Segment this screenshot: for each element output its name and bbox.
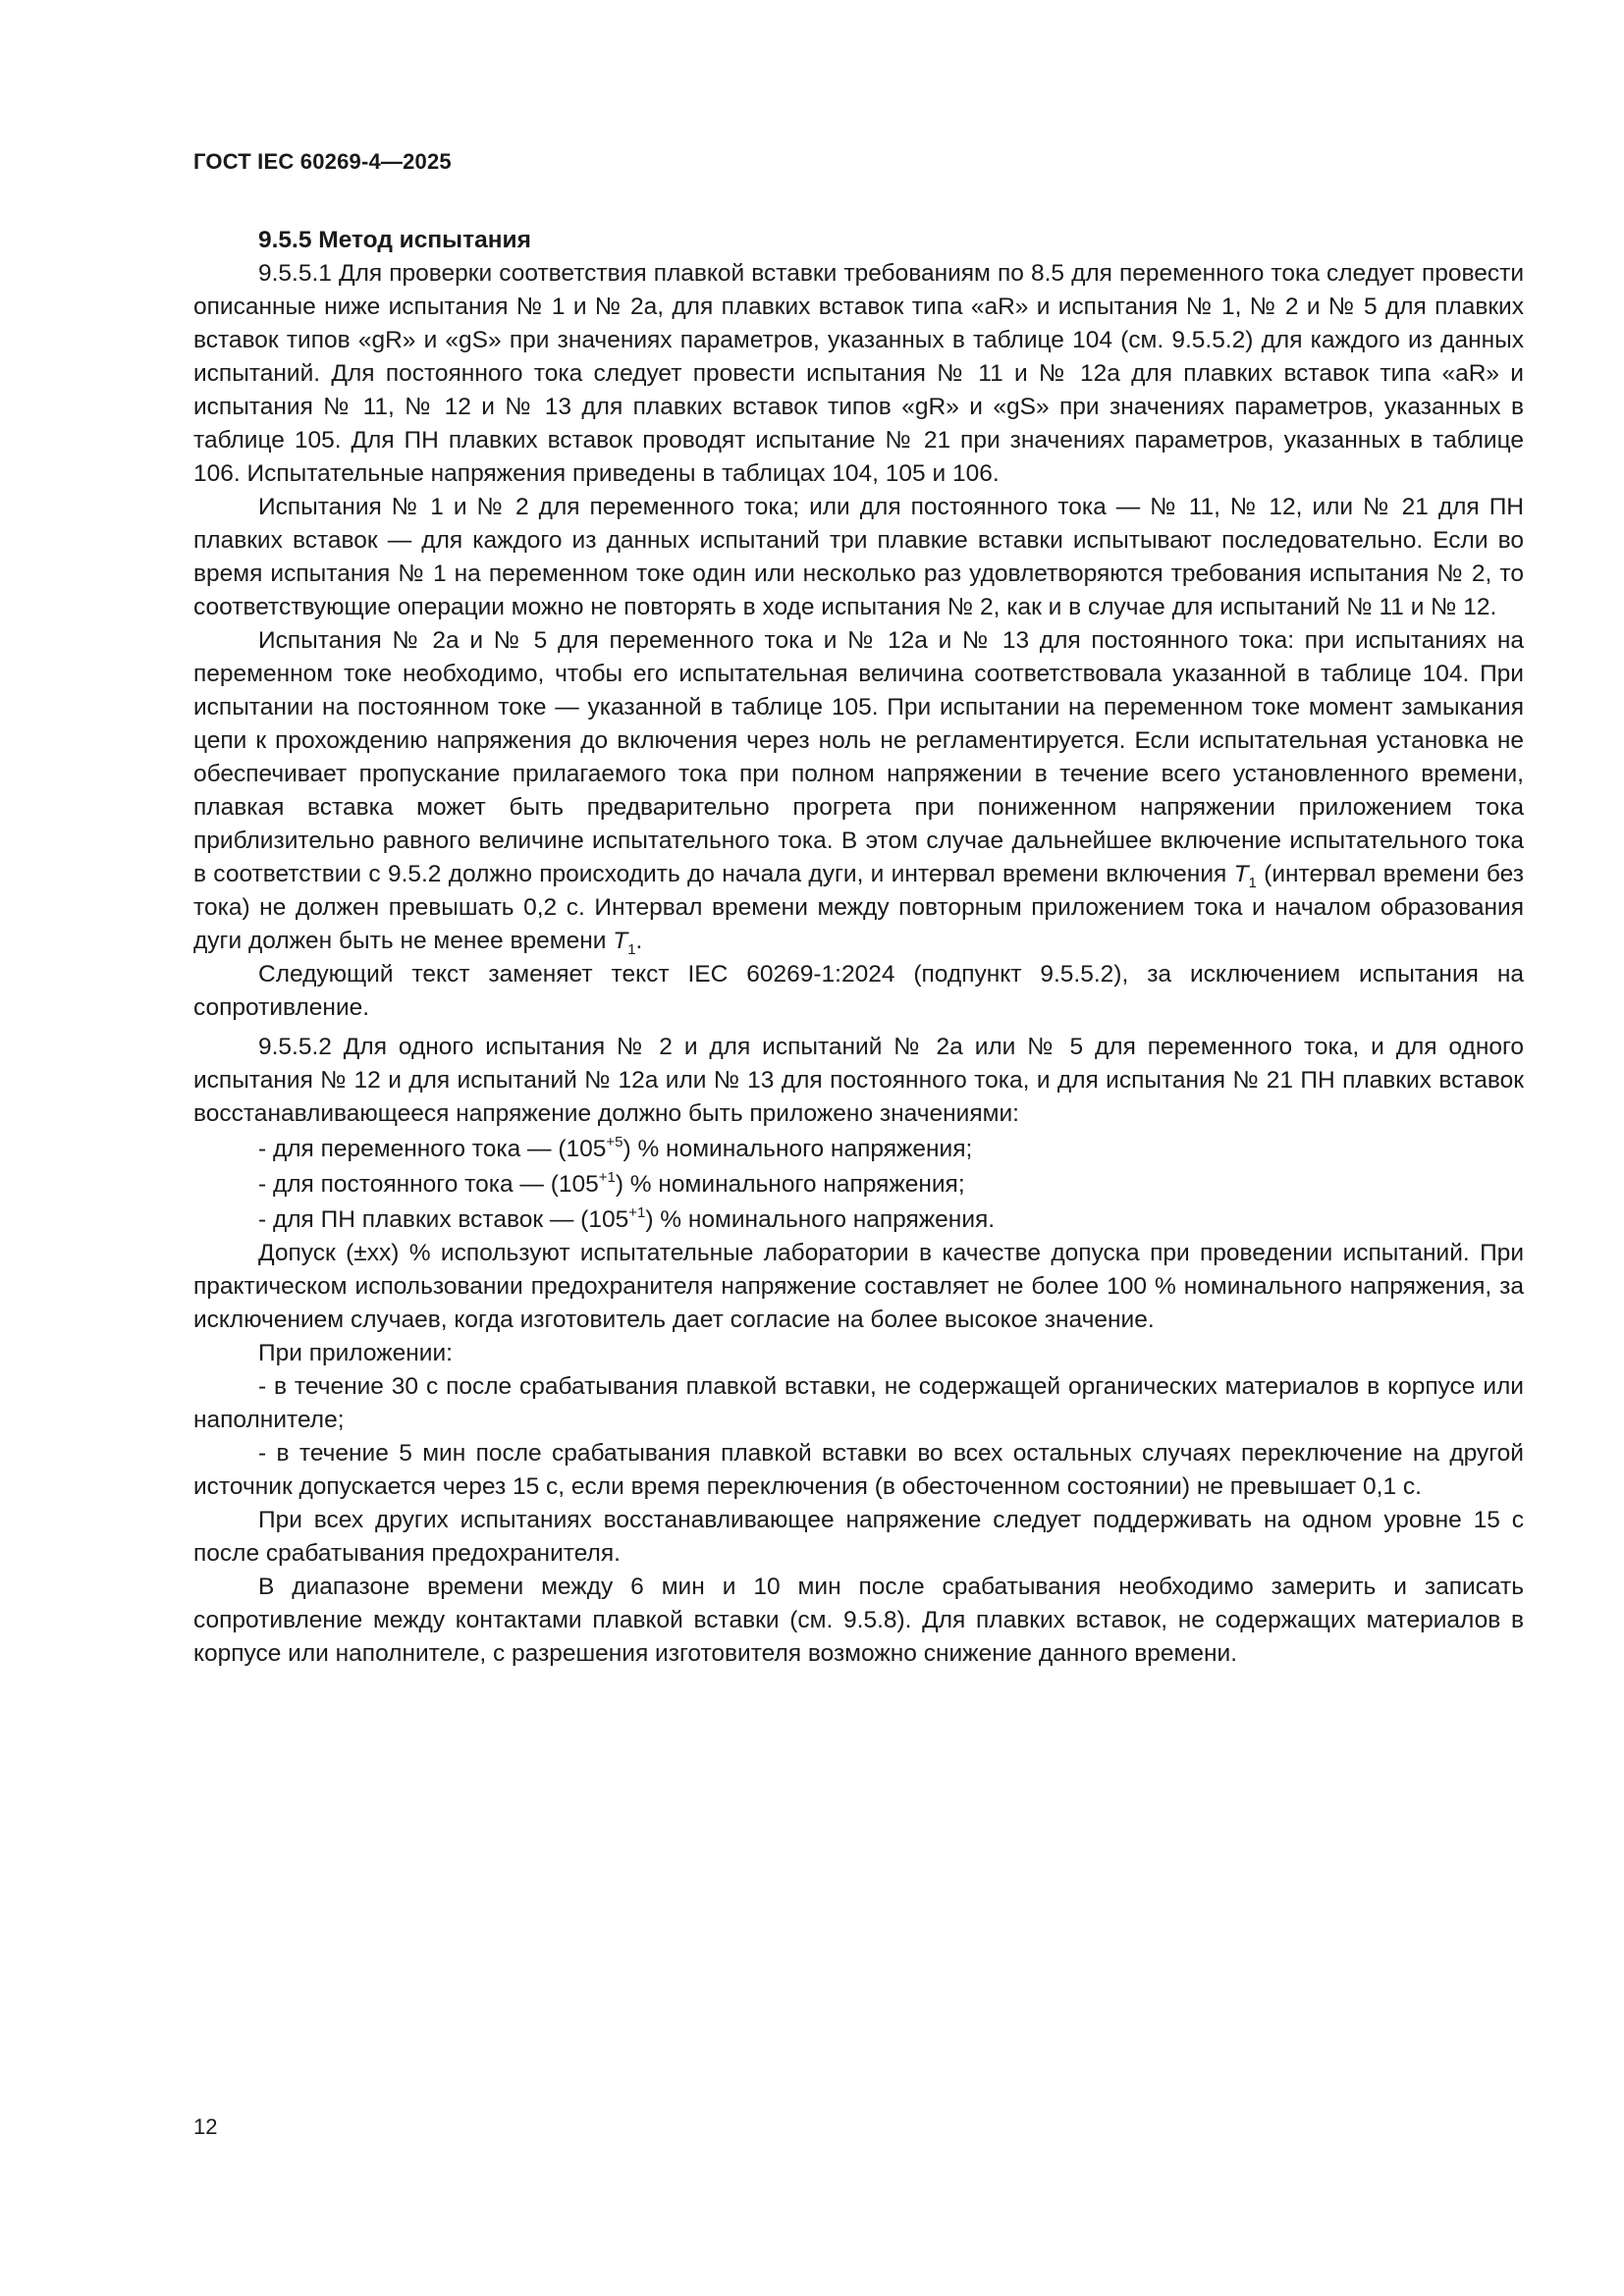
list-item-pn: - для ПН плавких вставок — $(105^{+1})$ % номинального напряжения.: [258, 1204, 996, 1233]
paragraph-tests-2a-5: Испытания № 2а и № 5 для переменного тока и № 12а и № 13 для постоянного тока: при испытаниях на переменном токе необходимо, чтобы его испытательная величина соответствовала указанной в таблице 104. При испытании на постоянном токе — указанной в таблице 105. При испытании на переменном токе момент замыкания цепи к прохождению напряжения до включения через ноль не регламентируется. Если испытательная установка не обеспечивает пропускание прилагаемого тока при полном напряжении в течение всего установленного времени, плавкая вставка может быть предварительно прогрета при пониженном напряжении приложением тока приблизительно равного величине испытательного тока. В этом случае дальнейшее включение испытательного тока в соответствии с 9.5.2 должно происходить до начала дуги, и интервал времени включения $T_1$ (интервал времени без тока) не должен превышать 0,2 с. Интервал времени между повторным приложением тока и началом образования дуги должен быть не менее времени $T_1$.: [193, 627, 1524, 958]
list-item-dc: - для постоянного тока — $(105^{+1})$ % номинального напряжения;: [258, 1169, 965, 1198]
paragraph-replacement-note: Следующий текст заменяет текст IEC 60269-1:2024 (подпункт 9.5.5.2), за исключением испытания на сопротивление.: [193, 961, 1524, 1021]
paragraph-application: При приложении:: [258, 1340, 453, 1366]
section-title: 9.5.5 Метод испытания: [258, 227, 531, 253]
paragraph-tolerance: Допуск (±xx) % используют испытательные лаборатории в качестве допуска при проведении испытаний. При практическом использовании предохранителя напряжение составляет не более 100 % номинального напряжения, за исключением случаев, когда изготовитель дает согласие на более высокое значение.: [193, 1240, 1524, 1333]
paragraph-9-5-5-1: 9.5.5.1 Для проверки соответствия плавкой вставки требованиям по 8.5 для переменного тока следует провести описанные ниже испытания № 1 и № 2а, для плавких вставок типа «aR» и испытания № 1, № 2 и № 5 для плавких вставок типов «gR» и «gS» при значениях параметров, указанных в таблице 104 (см. 9.5.5.2) для каждого из данных испытаний. Для постоянного тока следует провести испытания № 11 и № 12а для плавких вставок типа «aR» и испытания № 11, № 12 и № 13 для плавких вставок типов «gR» и «gS» при значениях параметров, указанных в таблице 105. Для ПН плавких вставок проводят испытание № 21 при значениях параметров, указанных в таблице 106. Испытательные напряжения приведены в таблицах 104, 105 и 106.: [193, 260, 1524, 487]
document-header: ГОСТ IEC 60269-4—2025: [193, 149, 452, 174]
paragraph-resistance: В диапазоне времени между 6 мин и 10 мин после срабатывания необходимо замерить и записать сопротивление между контактами плавкой вставки (см. 9.5.8). Для плавких вставок, не содержащих материалов в корпусе или наполнителе, с разрешения изготовителя возможно снижение данного времени.: [193, 1574, 1524, 1667]
list-item-30s: - в течение 30 с после срабатывания плавкой вставки, не содержащей органических материалов в корпусе или наполнителе;: [193, 1373, 1524, 1433]
paragraph-tests-1-2: Испытания № 1 и № 2 для переменного тока; или для постоянного тока — № 11, № 12, или № 21 для ПН плавких вставок — для каждого из данных испытаний три плавкие вставки испытывают последовательно. Если во время испытания № 1 на переменном токе один или несколько раз удовлетворяются требования испытания № 2, то соответствующие операции можно не повторять в ходе испытания № 2, как и в случае для испытаний № 11 и № 12.: [193, 494, 1524, 620]
paragraph-9-5-5-2: 9.5.5.2 Для одного испытания № 2 и для испытаний № 2а или № 5 для переменного тока, и для одного испытания № 12 и для испытаний № 12а или № 13 для постоянного тока, и для испытания № 21 ПН плавких вставок восстанавливающееся напряжение должно быть приложено значениями:: [193, 1034, 1524, 1127]
page-number: 12: [193, 2114, 218, 2139]
document-body: [193, 224, 1524, 1671]
list-item-ac: - для переменного тока — $(105^{+5})$ % номинального напряжения;: [258, 1134, 973, 1162]
paragraph-other-tests: При всех других испытаниях восстанавливающее напряжение следует поддерживать на одном уровне 15 с после срабатывания предохранителя.: [193, 1507, 1524, 1567]
list-item-5min: - в течение 5 мин после срабатывания плавкой вставки во всех остальных случаях переключение на другой источник допускается через 15 с, если время переключения (в обесточенном состоянии) не превышает 0,1 с.: [193, 1440, 1524, 1500]
